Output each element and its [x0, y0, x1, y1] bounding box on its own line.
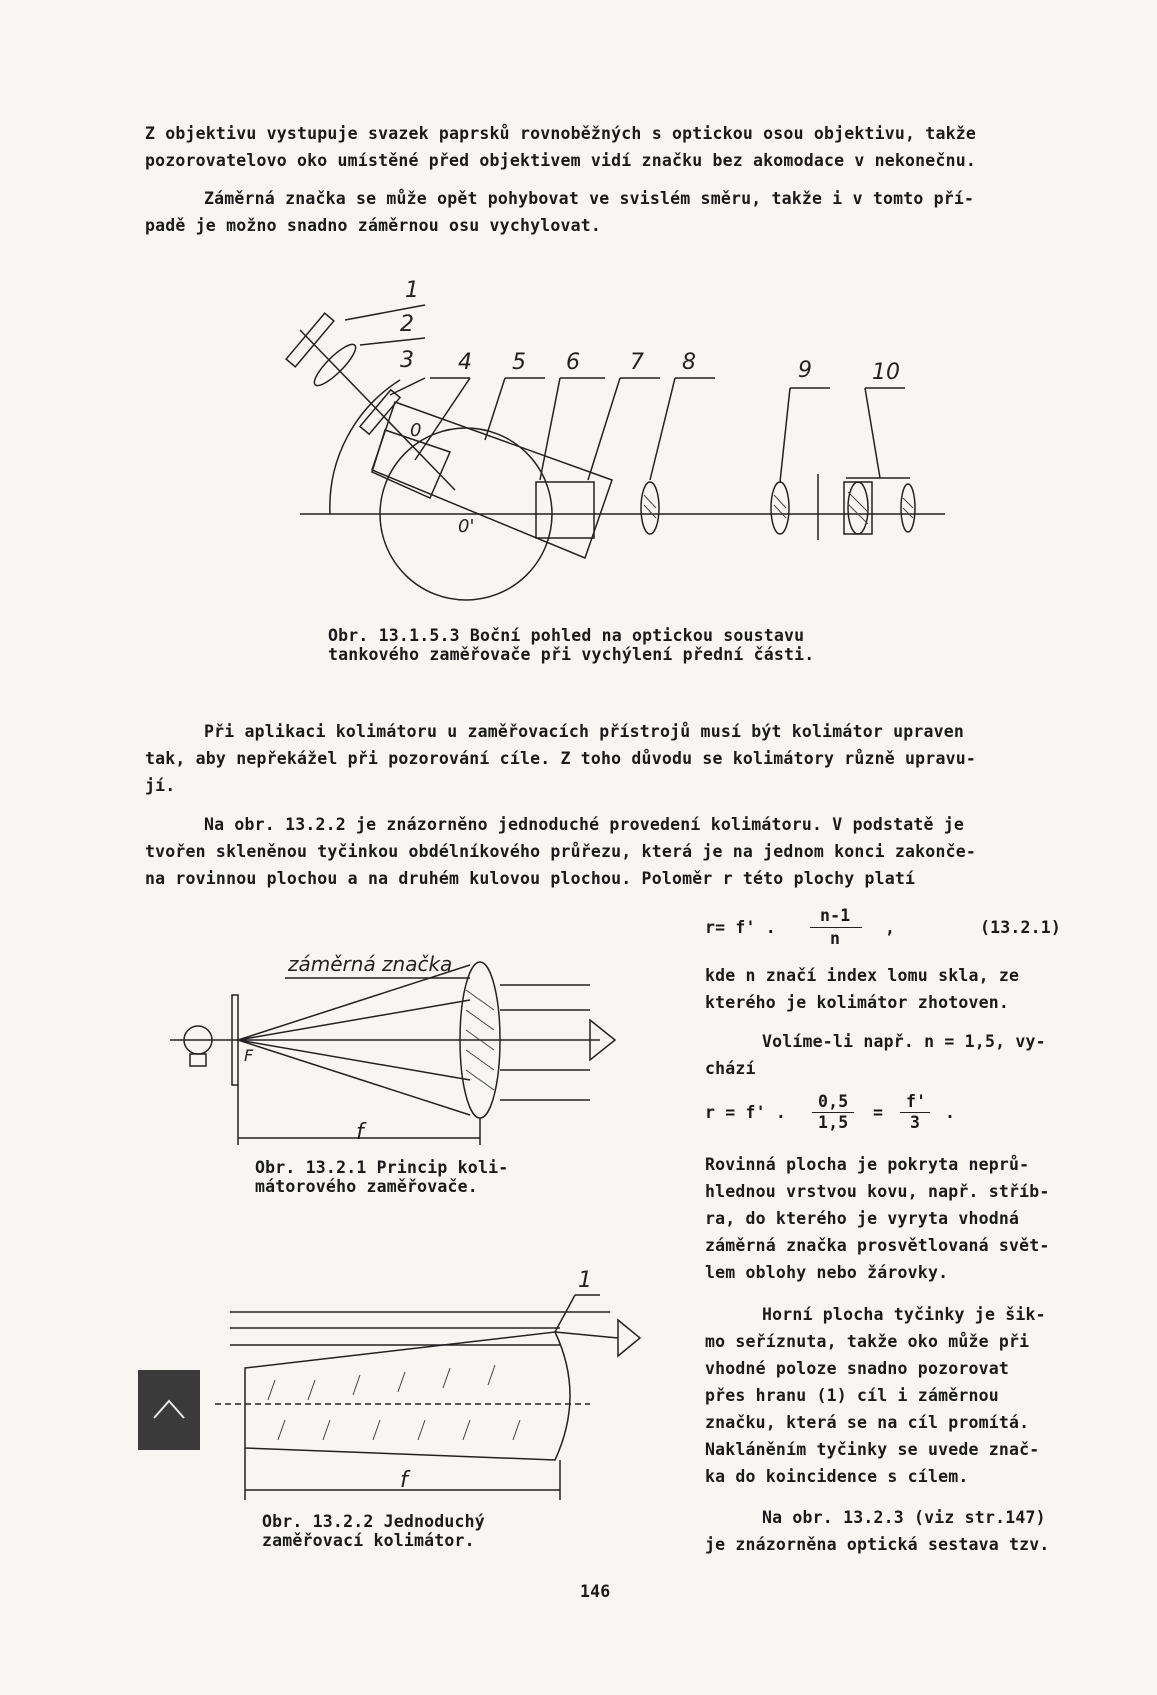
right-p2-line2: chází — [705, 1059, 756, 1078]
formula1-denominator: n — [830, 929, 841, 948]
fig1-label-5: 5 — [512, 350, 526, 375]
right-p3-line1: Rovinná plocha je pokryta neprů- — [705, 1155, 1030, 1174]
fig1-label-10: 10 — [872, 360, 900, 385]
fig1-point-o: 0 — [410, 420, 422, 441]
formula2-num1: 0,5 — [818, 1092, 849, 1111]
para4-line3: na rovinnou plochou a na druhém kulovou plochou. Poloměr r této plochy platí — [145, 869, 916, 888]
para3-line2: tak, aby nepřekážel při pozorování cíle. Z toho důvodu se kolimátory různě upravu- — [145, 749, 976, 768]
right-p5-line2: je znázorněna optická sestava tzv. — [705, 1535, 1050, 1554]
fig1-label-3: 3 — [400, 348, 414, 373]
fig3-caption-line2: zaměřovací kolimátor. — [262, 1531, 475, 1550]
fig1-label-8: 8 — [682, 350, 696, 375]
right-p2-line1: Volíme-li např. n = 1,5, vy- — [762, 1032, 1046, 1051]
formula1-lhs: r= f' . — [705, 918, 776, 937]
fig2-label-f: f — [356, 1120, 364, 1145]
fig1-label-1: 1 — [405, 278, 419, 303]
para1-line1: Z objektivu vystupuje svazek paprsků rovnoběžných s optickou osou objektivu, takže — [145, 124, 976, 143]
right-p4-line3: vhodné poloze snadno pozorovat — [705, 1359, 1010, 1378]
fig2-caption-line2: mátorového zaměřovače. — [255, 1177, 478, 1196]
fig3-label-1: 1 — [578, 1268, 592, 1293]
fig1-caption-line1: Obr. 13.1.5.3 Boční pohled na optickou soustavu — [328, 626, 805, 645]
right-p3-line4: záměrná značka prosvětlovaná svět- — [705, 1236, 1050, 1255]
right-p4-line5: značku, která se na cíl promítá. — [705, 1413, 1030, 1432]
para4-line2: tvořen skleněnou tyčinkou obdélníkového průřezu, která je na jednom konci zakonče- — [145, 842, 976, 861]
formula1-number: (13.2.1) — [980, 918, 1062, 937]
right-p4-line2: mo seříznuta, takže oko může při — [705, 1332, 1030, 1351]
right-p1-line1: kde n značí index lomu skla, ze — [705, 966, 1020, 985]
formula2-num2: f' — [906, 1092, 927, 1111]
fig2-caption-line1: Obr. 13.2.1 Princip koli- — [255, 1158, 509, 1177]
chevron-up-icon — [138, 1370, 200, 1450]
right-p4-line7: ka do koincidence s cílem. — [705, 1467, 969, 1486]
formula1-numerator: n-1 — [820, 906, 851, 925]
formula2-den2: 3 — [910, 1113, 921, 1132]
page-number: 146 — [580, 1582, 611, 1601]
fig1-label-9: 9 — [798, 358, 812, 383]
fig3-label-f: f — [400, 1468, 408, 1493]
right-p4-line1: Horní plocha tyčinky je šik- — [762, 1305, 1046, 1324]
fig1-label-7: 7 — [630, 350, 644, 375]
right-p3-line3: ra, do kterého je vyryta vhodná — [705, 1209, 1020, 1228]
para3-line1: Při aplikaci kolimátoru u zaměřovacích přístrojů musí být kolimátor upraven — [204, 722, 965, 741]
formula2-den1: 1,5 — [818, 1113, 849, 1132]
formula1-tail: , — [885, 918, 896, 937]
right-p5-line1: Na obr. 13.2.3 (viz str.147) — [762, 1508, 1046, 1527]
fig1-label-4: 4 — [458, 350, 472, 375]
right-p3-line5: lem oblohy nebo žárovky. — [705, 1263, 949, 1282]
para1-line2: pozorovatelovo oko umístěné před objektivem vidí značku bez akomodace v nekonečnu. — [145, 151, 976, 170]
para4-line1: Na obr. 13.2.2 je znázorněno jednoduché provedení kolimátoru. V podstatě je — [204, 815, 965, 834]
fig1-point-o-prime: 0' — [458, 516, 475, 537]
scroll-to-top-button[interactable] — [138, 1370, 200, 1450]
para3-line3: jí. — [145, 776, 176, 795]
fig1-label-6: 6 — [566, 350, 580, 375]
right-p4-line6: Nakláněním tyčinky se uvede znač- — [705, 1440, 1040, 1459]
fig2-label-mark: záměrná značka — [288, 952, 453, 976]
formula2-eq: = — [873, 1103, 884, 1122]
fig2-label-F: F — [244, 1046, 254, 1065]
fig1-caption-line2: tankového zaměřovače při vychýlení přední části. — [328, 645, 815, 664]
fig3-caption-line1: Obr. 13.2.2 Jednoduchý — [262, 1512, 485, 1531]
para2-line1: Záměrná značka se může opět pohybovat ve svislém směru, takže i v tomto pří- — [204, 189, 975, 208]
formula1-fraction-bar — [810, 927, 862, 928]
fig1-label-2: 2 — [400, 312, 414, 337]
right-p1-line2: kterého je kolimátor zhotoven. — [705, 993, 1010, 1012]
para2-line2: padě je možno snadno záměrnou osu vychylovat. — [145, 216, 602, 235]
formula2-tail: . — [945, 1103, 956, 1122]
right-p3-line2: hlednou vrstvou kovu, např. stříb- — [705, 1182, 1050, 1201]
right-p4-line4: přes hranu (1) cíl i záměrnou — [705, 1386, 999, 1405]
formula2-lhs: r = f' . — [705, 1103, 787, 1122]
